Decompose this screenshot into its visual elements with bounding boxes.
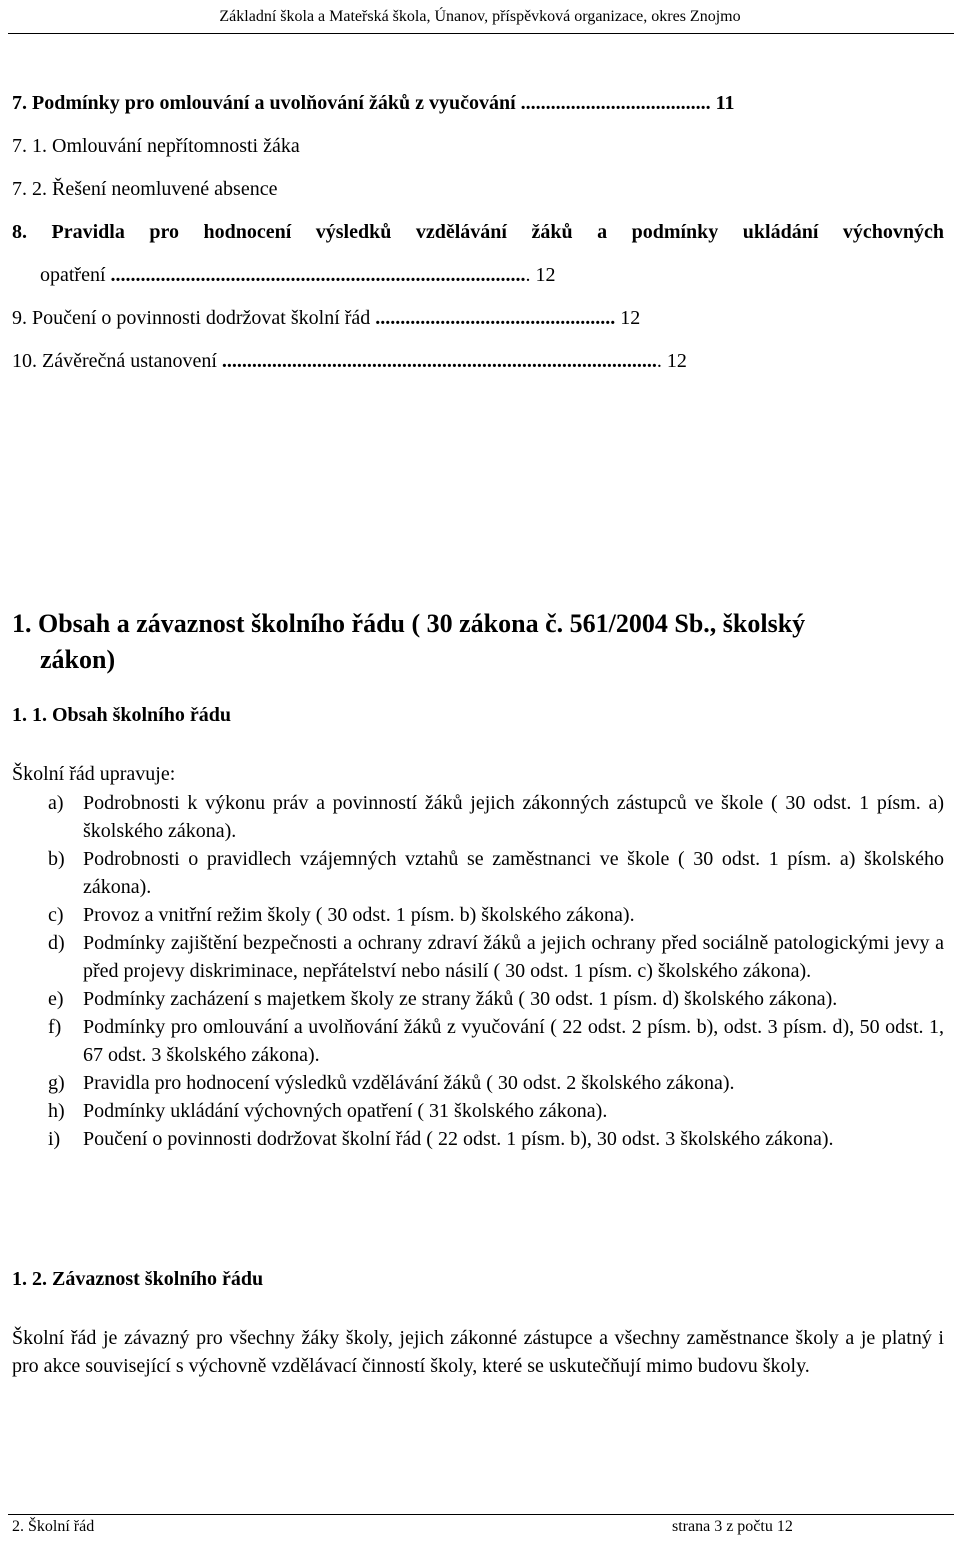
toc-leader: ...................................................................................	[110, 264, 526, 286]
list-item	[48, 929, 944, 985]
toc-entry-text: 10. Závěrečná ustanovení	[12, 350, 217, 372]
toc-entry	[12, 172, 944, 215]
list-item	[48, 985, 944, 1013]
toc-page: . 12	[525, 264, 556, 286]
list-item-label: d)	[48, 932, 65, 954]
list-item-text: Podrobnosti k výkonu práv a povinností žáků jejich zákonných zástupců ve škole ( 30 odst. 1 písm. a) školského zákona).	[83, 792, 944, 842]
toc-entry-text: 8. Pravidla pro hodnocení výsledků vzdělávání žáků a podmínky ukládání výchovných	[12, 221, 944, 243]
footer-page-number: strana 3 z počtu 12	[672, 1518, 793, 1535]
list-item	[48, 901, 944, 929]
page-footer	[12, 1515, 812, 1539]
section-heading-line1: 1. Obsah a závaznost školního řádu ( 30 zákona č. 561/2004 Sb., školský	[12, 609, 806, 638]
toc-leader: .....................................	[520, 92, 706, 114]
footer-document-title: 2. Školní řád	[12, 1518, 95, 1535]
toc-page: . 11	[705, 92, 735, 114]
list-item-text: Podmínky pro omlouvání a uvolňování žáků z vyučování ( 22 odst. 2 písm. b), odst. 3 písm. d), 50 odst. 1, 67 odst. 3 školského zákona).	[83, 1016, 944, 1066]
list-item-text: Pravidla pro hodnocení výsledků vzdělávání žáků ( 30 odst. 2 školského zákona).	[83, 1072, 735, 1094]
list-item-label: a)	[48, 792, 64, 814]
toc-entry	[12, 301, 944, 344]
toc-entry-text: 7. 2. Řešení neomluvené absence	[12, 178, 278, 200]
page-header: Základní škola a Mateřská škola, Únanov, příspěvková organizace, okres Znojmo	[219, 8, 741, 25]
list-item	[48, 1125, 944, 1153]
list-item-text: Podrobnosti o pravidlech vzájemných vztahů se zaměstnanci ve škole ( 30 odst. 1 písm. a) školského zákona).	[83, 848, 944, 898]
list-item-text: Poučení o povinnosti dodržovat školní řád ( 22 odst. 1 písm. b), 30 odst. 3 školského zákona).	[83, 1128, 834, 1150]
list-item-label: b)	[48, 848, 65, 870]
list-item-text: Podmínky zajištění bezpečnosti a ochrany zdraví žáků a jejich ochrany před sociálně patologickými jevy a před projevy diskriminace, nepřátelství nebo násilí ( 30 odst. 1 písm. c) školského zákona).	[83, 932, 944, 982]
list-item	[48, 1013, 944, 1069]
toc-page: 12	[620, 307, 641, 329]
list-item-label: e)	[48, 988, 64, 1010]
paragraph: Školní řád je závazný pro všechny žáky školy, jejich zákonné zástupce a všechny zaměstnance školy a je platný i pro akce související s výchovně vzdělávací činností školy, které se uskutečňují mimo budovu školy.	[12, 1327, 944, 1377]
toc-entry-text: 9. Poučení o povinnosti dodržovat školní řád	[12, 307, 371, 329]
list-item-label: c)	[48, 904, 64, 926]
list-item-label: f)	[48, 1016, 62, 1038]
table-of-contents	[12, 86, 944, 387]
toc-entry	[12, 344, 944, 387]
list-item	[48, 1097, 944, 1125]
list-item-text: Podmínky zacházení s majetkem školy ze strany žáků ( 30 odst. 1 písm. d) školského zákona).	[83, 988, 838, 1010]
toc-entry-text: 7. Podmínky pro omlouvání a uvolňování žáků z vyučování	[12, 92, 516, 114]
subsection-heading: 1. 2. Závaznost školního řádu	[12, 1268, 264, 1290]
toc-entry-text: opatření	[40, 264, 106, 286]
toc-entry	[12, 215, 944, 258]
rules-list	[48, 789, 944, 1153]
list-item	[48, 845, 944, 901]
list-item-label: i)	[48, 1128, 61, 1150]
list-item-text: Podmínky ukládání výchovných opatření ( 31 školského zákona).	[83, 1100, 608, 1122]
toc-entry	[12, 86, 944, 129]
intro-text: Školní řád upravuje:	[12, 763, 176, 785]
section-heading	[12, 606, 912, 678]
toc-leader: ................................................	[375, 307, 616, 329]
section-heading-line2: zákon)	[40, 645, 116, 674]
header-divider	[8, 33, 954, 34]
list-item-label: h)	[48, 1100, 65, 1122]
toc-entry	[12, 258, 944, 301]
list-item-label: g)	[48, 1072, 65, 1094]
subsection-heading: 1. 1. Obsah školního řádu	[12, 704, 231, 726]
toc-page: . 12	[656, 350, 687, 372]
list-item-text: Provoz a vnitřní režim školy ( 30 odst. 1 písm. b) školského zákona).	[83, 904, 635, 926]
toc-entry	[12, 129, 944, 172]
list-item	[48, 789, 944, 845]
toc-entry-text: 7. 1. Omlouvání nepřítomnosti žáka	[12, 135, 300, 157]
list-item	[48, 1069, 944, 1097]
toc-leader: .......................................................................................	[221, 350, 657, 372]
